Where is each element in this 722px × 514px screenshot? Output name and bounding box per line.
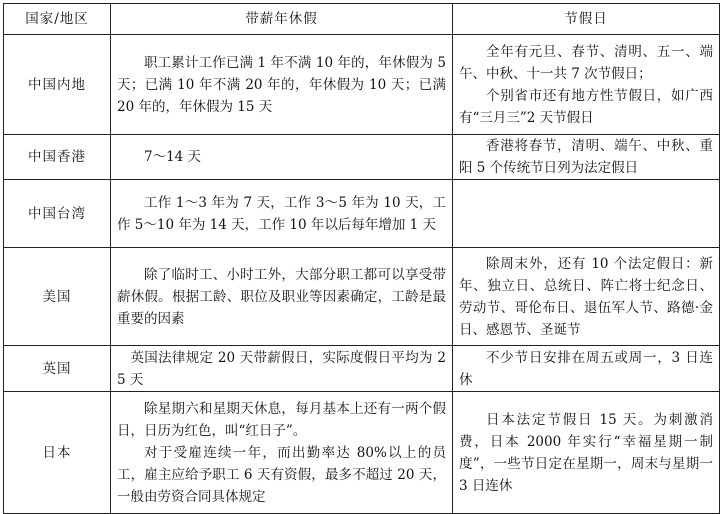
holidays-text: 不少节日安排在周五或周一，3 日连休 [459, 349, 713, 388]
paid-leave-text: 对于受雇连续一年，而出勤率达 80%以上的员工，雇主应给予职工 6 天有资假，最多不超过 20 天，一般由劳资合同具体规定 [117, 444, 446, 505]
region-cell: 中国台湾 [4, 180, 111, 248]
table-row [4, 248, 720, 346]
holidays-cell [453, 392, 720, 514]
paid-leave-cell [111, 248, 453, 346]
holiday-comparison-table [3, 3, 720, 514]
paid-leave-text: 职工累计工作已满 1 年不满 10 年的，年休假为 5 天；已满 10 年不满 20 年的，年休假为 10 天；已满 20 年的，年休假为 15 天 [117, 54, 446, 115]
paid-leave-text: 7～14 天 [144, 149, 202, 165]
holidays-text: 全年有元旦、春节、清明、五一、端午、中秋、十一共 7 次节假日； [459, 43, 713, 82]
holidays-cell [453, 35, 720, 135]
holidays-text: 个别省市还有地方性节假日，如广西有“三月三”2 天节假日 [459, 87, 713, 126]
table-row [4, 180, 720, 248]
paid-leave-text: 除了临时工、小时工外，大部分职工都可以享受带薪休假。根据工龄、职位及职业等因素确定，工龄是最重要的因素 [117, 266, 446, 327]
region-cell: 英国 [4, 346, 111, 392]
paid-leave-cell [111, 35, 453, 135]
region-cell: 日本 [4, 392, 111, 514]
holidays-text: 香港将春节，清明、端午、中秋、重阳 5 个传统节日列为法定假日 [459, 138, 713, 176]
table-row [4, 392, 720, 514]
paid-leave-text: 工作 1～3 年为 7 天，工作 3～5 年为 10 天，工作 5～10 年为 14 天，工作 10 年以后每年增加 1 天 [117, 194, 446, 233]
paid-leave-text: 除星期六和星期天休息，每月基本上还有一两个假日，日历为红色，叫“红日子”。 [117, 400, 446, 439]
header-paid-leave: 带薪年休假 [111, 4, 453, 35]
holidays-text: 日本法定节假日 15 天。为刺激消费，日本 2000 年实行“幸福星期一制度”，一些节日定在星期一，周末与星期一 3 日连休 [459, 411, 713, 494]
paid-leave-cell [111, 392, 453, 514]
paid-leave-cell [111, 180, 453, 248]
holidays-cell [453, 346, 720, 392]
paid-leave-cell [111, 135, 453, 180]
holidays-cell [453, 248, 720, 346]
header-row [4, 4, 720, 35]
holidays-text: 除周末外，还有 10 个法定假日：新年、独立日、总统日、阵亡将士纪念日、劳动节、哥伦布日、退伍军人节、路德·金日、感恩节、圣诞节 [459, 255, 713, 338]
table-row [4, 346, 720, 392]
holidays-cell [453, 135, 720, 180]
region-cell: 美国 [4, 248, 111, 346]
table-row [4, 135, 720, 180]
region-cell: 中国香港 [4, 135, 111, 180]
paid-leave-text: 英国法律规定 20 天带薪假日，实际度假日平均为 25 天 [117, 349, 446, 388]
header-holidays: 节假日 [453, 4, 720, 35]
header-region: 国家/地区 [4, 4, 111, 35]
holidays-cell [453, 180, 720, 248]
paid-leave-cell [111, 346, 453, 392]
region-cell: 中国内地 [4, 35, 111, 135]
table-row [4, 35, 720, 135]
